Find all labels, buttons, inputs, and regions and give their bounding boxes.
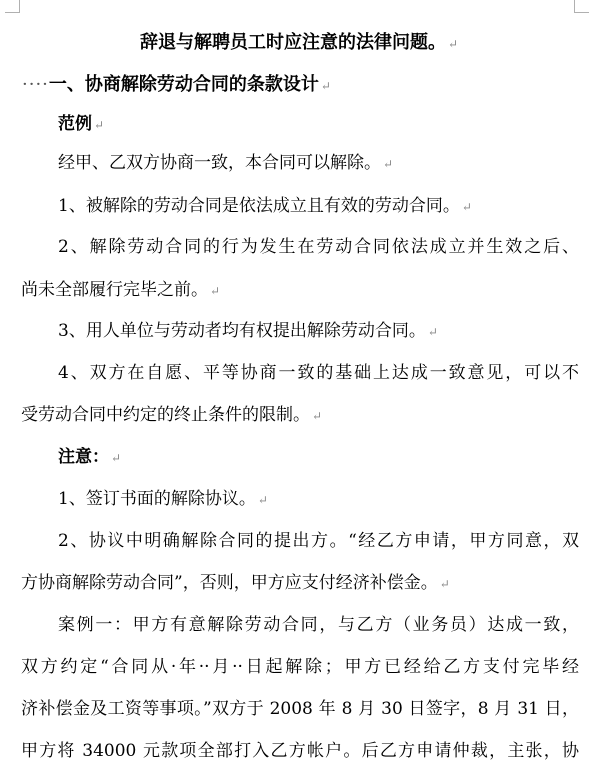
paragraph-3-line-1: 2、解除劳动合同的行为发生在劳动合同依法成立并生效之后、 (58, 237, 579, 257)
page-corner-mark-right (574, 0, 589, 13)
document-title: 辞退与解聘员工时应注意的法律问题。 ↵ (140, 32, 459, 53)
case-1-line-1: 案例一：甲方有意解除劳动合同，与乙方（业务员）达成一致， (58, 615, 579, 635)
case-1-line-4: 甲方将 34000 元款项全部打入乙方帐户。后乙方申请仲裁，主张，协 (21, 741, 579, 761)
paragraph-5-line-2: 受劳动合同中约定的终止条件的限制。 ↵ (21, 405, 323, 425)
note-label: 注意： ↵ (58, 447, 122, 467)
paragraph-4: 3、用人单位与劳动者均有权提出解除劳动合同。 ↵ (58, 321, 438, 341)
case-1-line-2: 双方约定“合同从·年··月··日起解除；甲方已经给乙方支付完毕经 (21, 657, 579, 677)
paragraph-5-line-1: 4、双方在自愿、平等协商一致的基础上达成一致意见，可以不 (58, 363, 579, 383)
case-1-line-3: 济补偿金及工资等事项。”双方于 2008 年 8 月 30 日签字，8 月 31 日， (21, 699, 579, 719)
note-1: 1、签订书面的解除协议。 ↵ (58, 489, 268, 509)
section-heading: ····一、协商解除劳动合同的条款设计 ↵ (22, 74, 331, 95)
example-label: 范例 ↵ (58, 114, 105, 134)
note-2-line-1: 2、协议中明确解除合同的提出方。“经乙方申请，甲方同意，双 (58, 531, 579, 551)
paragraph-2: 1、被解除的劳动合同是依法成立且有效的劳动合同。 ↵ (58, 196, 472, 216)
page-corner-mark-left (5, 0, 20, 13)
note-2-line-2: 方协商解除劳动合同”，否则，甲方应支付经济补偿金。 ↵ (21, 573, 450, 593)
paragraph-3-line-2: 尚未全部履行完毕之前。 ↵ (21, 280, 221, 300)
indent-dots: ···· (22, 74, 49, 95)
paragraph-1: 经甲、乙双方协商一致，本合同可以解除。 ↵ (58, 153, 394, 173)
